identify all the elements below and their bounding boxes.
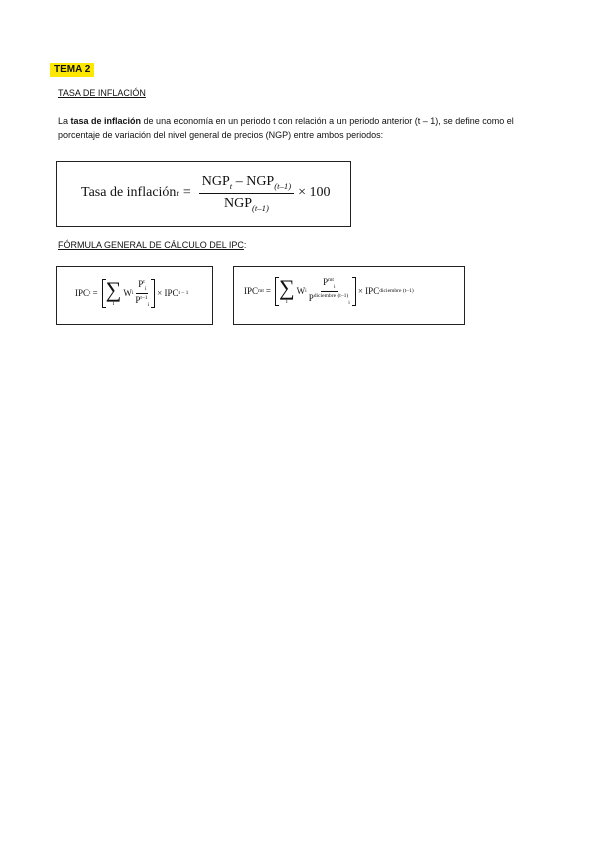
section-title: TEMA 2 [50, 63, 94, 77]
formula2-den: P [135, 294, 141, 305]
formula1-den-sub: (t–1) [252, 202, 269, 213]
formula3-denominator [309, 292, 350, 306]
formula1-denominator [224, 194, 269, 213]
formula3-lhs-sup: mt [258, 288, 264, 295]
formula3-den: P [308, 292, 314, 303]
formula2-numerator [136, 279, 148, 294]
formula2-equals: = [92, 288, 98, 299]
inflation-formula [81, 174, 330, 213]
inflation-formula-box [56, 161, 351, 227]
formula3-rhs-sup: diciembre (t–1) [379, 288, 414, 295]
formula3-den-sup: diciembre (t–1) [313, 292, 349, 299]
formula3-den-sub: i [348, 299, 350, 306]
formula2-rhs-sup: t – 1 [178, 290, 189, 297]
formula1-num-a: NGP [201, 174, 230, 189]
formula1-den: NGP [223, 195, 252, 211]
sum-icon: ∑ [278, 275, 295, 301]
formula2-num: P [138, 279, 144, 289]
formula2-sigma-index: i [112, 301, 115, 308]
formula2-lhs-sup: t [89, 290, 91, 297]
formula1-num-b: NGP [246, 174, 275, 189]
formula2-fraction [135, 279, 149, 308]
formula2-w: W [123, 288, 132, 299]
formula2-den-sub: i [147, 301, 150, 308]
formula3-lhs: IPC [244, 286, 259, 297]
formula3-times: × IPC [357, 286, 380, 297]
formula3-w: W [296, 286, 306, 297]
paragraph-start: La [58, 116, 71, 126]
ipc-formula-box-1 [56, 266, 213, 325]
formula2-sigma [106, 279, 122, 307]
formula1-lhs: Tasa de inflación [81, 185, 177, 201]
formula2-num-sup: t [143, 279, 145, 285]
formula3-fraction [309, 277, 350, 306]
formula2-num-sub: i [144, 285, 147, 292]
formula3-num-sup: mt [328, 277, 334, 283]
formula1-lhs-sub: t [176, 188, 179, 199]
formula3-sigma-index: i [285, 299, 288, 306]
formula3-num-sub: i [333, 283, 336, 290]
formula3-num: P [323, 277, 329, 287]
formula2-den-sup: t–1 [140, 294, 148, 301]
definition-paragraph [58, 114, 558, 142]
subtitle: TASA DE INFLACIÓN [58, 88, 146, 98]
ipc-formula-1 [75, 279, 188, 308]
formula3-sigma [279, 277, 295, 305]
ipc-formula-box-2 [233, 266, 465, 325]
formula2-denominator [135, 294, 149, 308]
formula1-fraction [199, 174, 294, 213]
formula3-equals: = [265, 286, 271, 297]
ipc-formula-2 [244, 277, 414, 306]
ipc-heading-text: FÓRMULA GENERAL DE CÁLCULO DEL IPC [58, 240, 244, 250]
formula3-numerator [321, 277, 337, 292]
formula1-equals: = [182, 185, 191, 201]
ipc-heading [58, 240, 246, 250]
formula3-w-sub: i [305, 288, 307, 295]
ipc-heading-colon: : [243, 240, 247, 250]
formula1-num-b-sub: (t–1) [274, 180, 292, 191]
formula2-bracket [102, 279, 155, 308]
formula1-num-a-sub: t [229, 180, 233, 191]
formula2-lhs: IPC [75, 288, 90, 299]
formula2-times: × IPC [157, 288, 179, 299]
paragraph-bold-term: tasa de inflación [70, 116, 142, 126]
formula2-w-sub: i [131, 290, 134, 297]
formula1-minus: – [232, 174, 247, 189]
formula3-bracket [275, 277, 356, 306]
paragraph-rest: de una economía en un periodo t con relación a un periodo anterior (t – 1), se define como el porcentaje de variación del nivel general de precios (NGP) entre ambos periodos: [58, 116, 514, 140]
formula1-times: × 100 [298, 185, 331, 201]
formula1-numerator [199, 174, 294, 194]
sum-icon: ∑ [105, 277, 122, 303]
